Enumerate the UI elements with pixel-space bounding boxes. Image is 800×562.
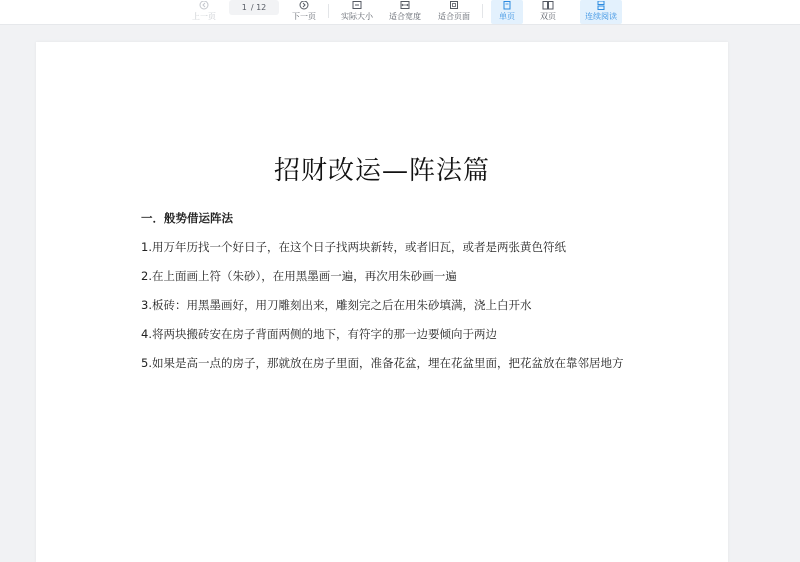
continuous-read-icon	[594, 1, 608, 11]
page-indicator[interactable]	[229, 0, 279, 15]
fit-width-icon	[398, 1, 412, 11]
next-page-label: 下一页	[292, 12, 316, 21]
fit-page-button[interactable]	[434, 0, 474, 24]
toolbar-divider	[328, 4, 329, 18]
section-heading: 一．般势借运阵法	[141, 211, 233, 225]
next-page-icon	[297, 1, 311, 11]
next-page-button[interactable]	[288, 0, 320, 24]
paragraph: 2.在上面画上符（朱砂），在用黑墨画一遍，再次用朱砂画一遍	[141, 269, 457, 283]
pdf-toolbar	[0, 0, 800, 25]
actual-size-icon	[350, 1, 364, 11]
fit-page-icon	[447, 1, 461, 11]
page-total: / 12	[250, 3, 267, 12]
page-current[interactable]: 1	[241, 3, 247, 12]
document-body	[141, 209, 641, 383]
paragraph: 3.板砖：用黑墨画好，用刀雕刻出来，雕刻完之后在用朱砂填满，浇上白开水	[141, 298, 532, 312]
actual-size-button[interactable]	[337, 0, 377, 24]
actual-size-label: 实际大小	[341, 12, 373, 21]
paragraph: 4.将两块搬砖安在房子背面两侧的地下，有符字的那一边要倾向于两边	[141, 327, 497, 341]
single-page-button[interactable]	[491, 0, 523, 24]
continuous-read-button[interactable]	[580, 0, 622, 24]
prev-page-button[interactable]	[188, 0, 220, 24]
toolbar-divider	[482, 4, 483, 18]
fit-width-button[interactable]	[385, 0, 425, 24]
document-title: 招财改运—阵法篇	[273, 156, 490, 186]
fit-width-label: 适合宽度	[389, 12, 421, 21]
prev-page-label: 上一页	[192, 12, 216, 21]
double-page-label: 双页	[540, 12, 556, 21]
single-page-icon	[500, 1, 514, 11]
double-page-icon	[541, 1, 555, 11]
fit-page-label: 适合页面	[438, 12, 470, 21]
paragraph: 5.如果是高一点的房子，那就放在房子里面，准备花盆，埋在花盆里面，把花盆放在靠邻居地方	[141, 356, 624, 370]
double-page-button[interactable]	[532, 0, 564, 24]
paragraph: 1.用万年历找一个好日子，在这个日子找两块新转，或者旧瓦，或者是两张黄色符纸	[141, 240, 566, 254]
continuous-read-label: 连续阅读	[585, 12, 617, 21]
single-page-label: 单页	[499, 12, 515, 21]
prev-page-icon	[197, 1, 211, 11]
